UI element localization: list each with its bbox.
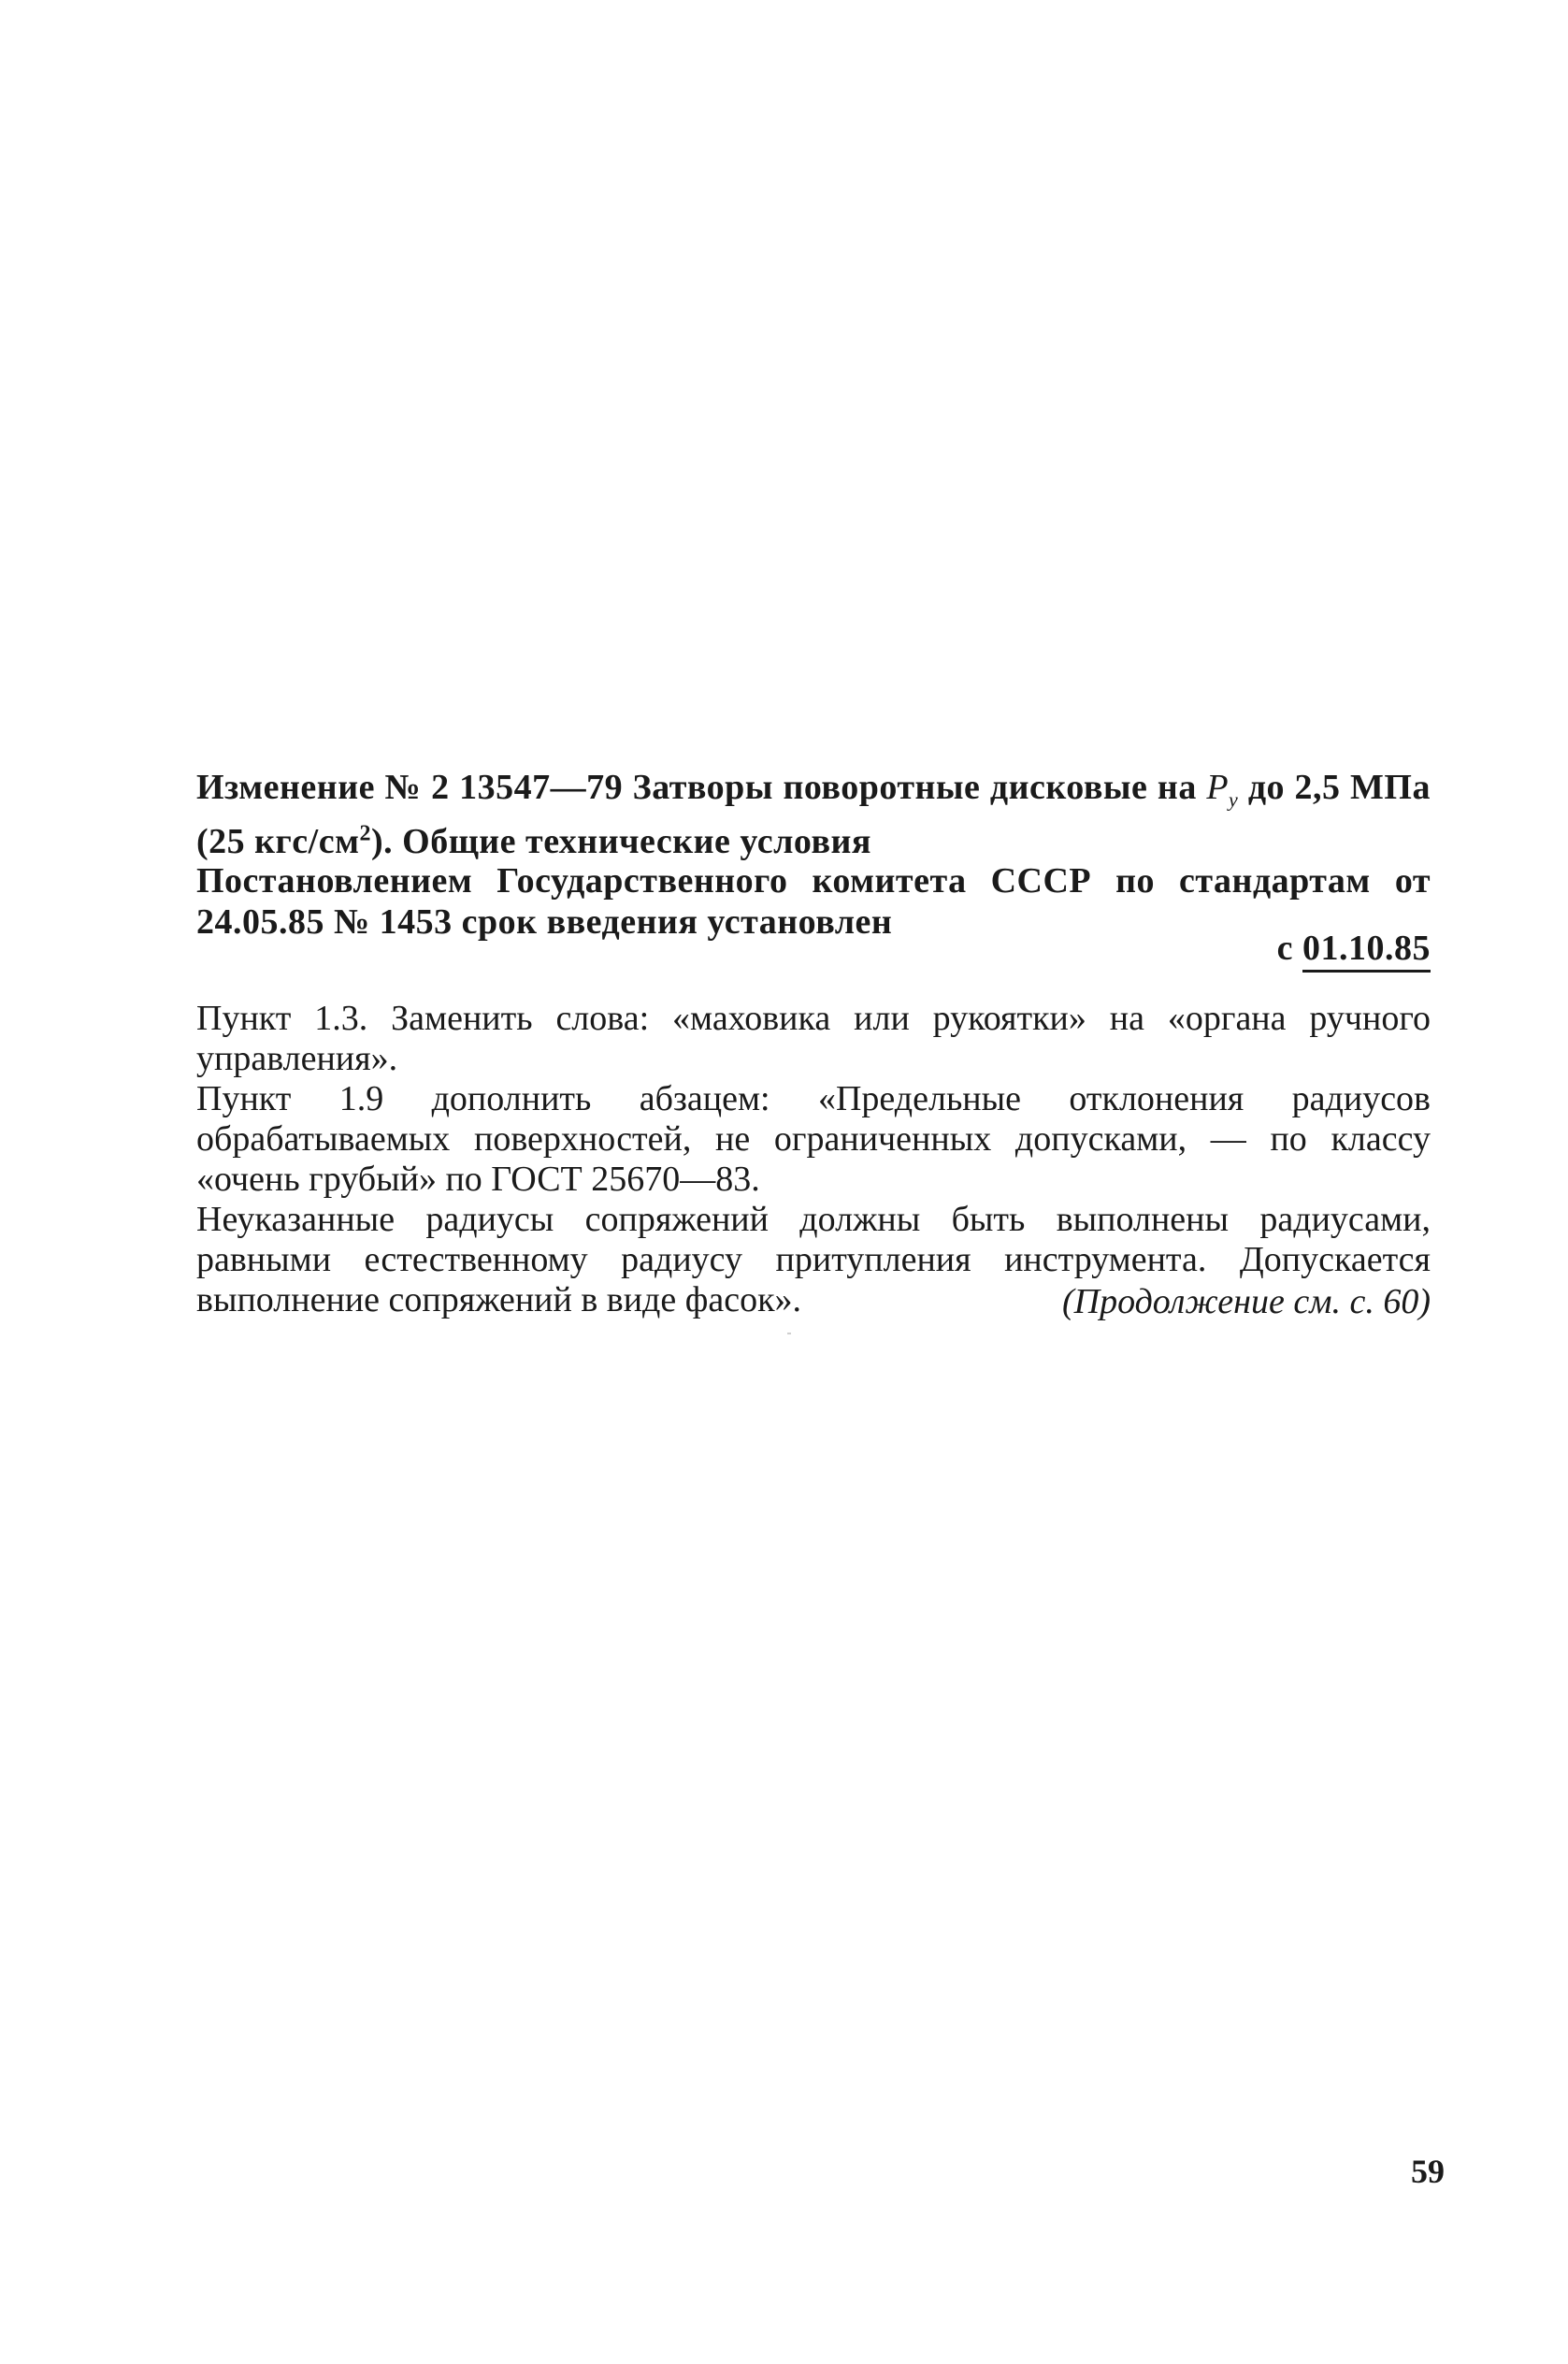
paragraph-2: Пункт 1.9 дополнить абзацем: «Предельные отклонения радиусов обрабатываемых поверхностей, не ограниченных допусками, — по классу «очень грубый» по ГОСТ 25670—83.: [196, 1079, 1431, 1199]
page-number: 59: [1411, 2153, 1445, 2190]
title-line2-post: ). Общие технические условия: [370, 821, 871, 861]
amendment-body: [196, 999, 1431, 1320]
paragraph-1: Пункт 1.3. Заменить слова: «маховика или рукоятки» на «органа ручного управления».: [196, 999, 1431, 1078]
title-line1-pre: Изменение № 2 13547—79 Затворы поворотные дисковые на: [196, 768, 1207, 807]
title-line1-post: до 2,5 МПа: [1238, 768, 1431, 807]
effective-date-line: [1277, 928, 1431, 969]
effective-prefix: с: [1276, 929, 1293, 968]
amendment-title: [196, 767, 1431, 862]
pressure-symbol: $P_у$: [1206, 768, 1239, 812]
effective-date: 01.10.85: [1302, 929, 1431, 973]
paragraph-3: Неуказанные радиусы сопряжений должны быть выполнены радиусами, равными естественному радиусу притупления инструмента. Допускается выполнение сопряжений в виде фасок».: [196, 1200, 1431, 1319]
title-superscript: 2: [359, 820, 371, 845]
scan-speck: [787, 1333, 791, 1334]
continuation-note: (Продолжение см. с. 60): [1061, 1282, 1431, 1321]
decree-text: Постановлением Государственного комитета СССР по стандартам от 24.05.85 № 1453 срок введения установлен: [196, 861, 1431, 942]
title-line2-pre: (25 кгс/см: [196, 821, 360, 861]
